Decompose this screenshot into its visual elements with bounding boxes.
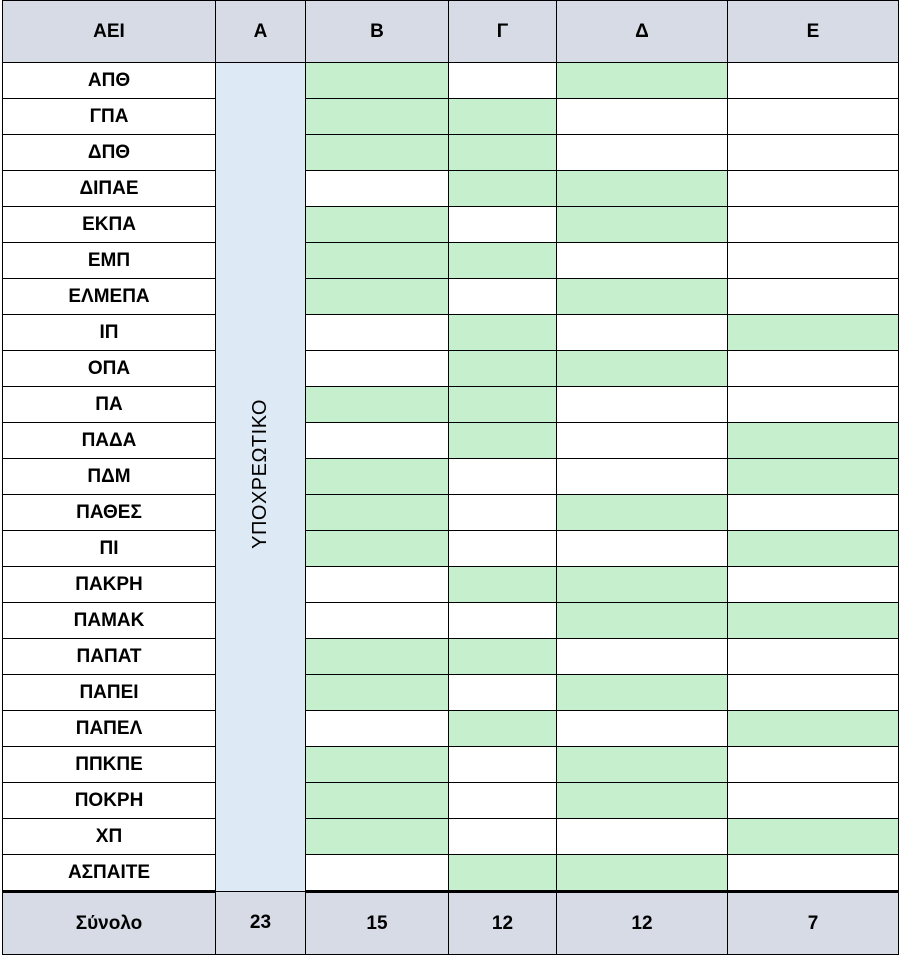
cell-g-selected bbox=[449, 567, 557, 603]
cell-d-selected bbox=[557, 495, 728, 531]
cell-e-selected bbox=[728, 459, 899, 495]
cell-g-empty bbox=[449, 495, 557, 531]
cell-d-selected bbox=[557, 63, 728, 99]
table-row bbox=[3, 855, 899, 892]
cell-d-selected bbox=[557, 567, 728, 603]
university-name: ΠΑΔΑ bbox=[3, 423, 216, 459]
cell-g-empty bbox=[449, 783, 557, 819]
mandatory-column-cell bbox=[216, 63, 306, 892]
table-row bbox=[3, 819, 899, 855]
cell-d-selected bbox=[557, 747, 728, 783]
cell-b-selected bbox=[306, 207, 449, 243]
cell-g-empty bbox=[449, 819, 557, 855]
cell-e-selected bbox=[728, 423, 899, 459]
cell-b-selected bbox=[306, 783, 449, 819]
university-name: ΑΣΠΑΙΤΕ bbox=[3, 855, 216, 892]
cell-d-empty bbox=[557, 387, 728, 423]
total-col-e: 7 bbox=[728, 892, 899, 955]
table-row bbox=[3, 135, 899, 171]
cell-d-empty bbox=[557, 639, 728, 675]
cell-g-selected bbox=[449, 135, 557, 171]
cell-e-empty bbox=[728, 855, 899, 892]
totals-label: Σύνολο bbox=[3, 892, 216, 955]
table-row bbox=[3, 207, 899, 243]
cell-b-empty bbox=[306, 603, 449, 639]
cell-g-empty bbox=[449, 63, 557, 99]
university-name: ΟΠΑ bbox=[3, 351, 216, 387]
cell-d-empty bbox=[557, 819, 728, 855]
university-name: ΕΜΠ bbox=[3, 243, 216, 279]
table-row bbox=[3, 567, 899, 603]
cell-e-selected bbox=[728, 315, 899, 351]
cell-g-selected bbox=[449, 171, 557, 207]
table-row bbox=[3, 423, 899, 459]
university-name: ΠΑΘΕΣ bbox=[3, 495, 216, 531]
table-row bbox=[3, 387, 899, 423]
cell-g-selected bbox=[449, 315, 557, 351]
university-name: ΠΑ bbox=[3, 387, 216, 423]
cell-e-empty bbox=[728, 63, 899, 99]
cell-b-empty bbox=[306, 351, 449, 387]
cell-g-empty bbox=[449, 603, 557, 639]
table-row bbox=[3, 747, 899, 783]
cell-e-empty bbox=[728, 495, 899, 531]
cell-d-selected bbox=[557, 783, 728, 819]
cell-b-selected bbox=[306, 747, 449, 783]
cell-e-selected bbox=[728, 711, 899, 747]
cell-b-selected bbox=[306, 495, 449, 531]
cell-e-empty bbox=[728, 387, 899, 423]
university-name: ΠΟΚΡΗ bbox=[3, 783, 216, 819]
total-col-b: 15 bbox=[306, 892, 449, 955]
university-name: ΠΑΚΡΗ bbox=[3, 567, 216, 603]
cell-e-empty bbox=[728, 243, 899, 279]
cell-d-empty bbox=[557, 531, 728, 567]
cell-d-selected bbox=[557, 207, 728, 243]
cell-g-selected bbox=[449, 99, 557, 135]
cell-g-selected bbox=[449, 855, 557, 892]
cell-e-empty bbox=[728, 747, 899, 783]
table-row bbox=[3, 675, 899, 711]
cell-d-empty bbox=[557, 423, 728, 459]
cell-g-selected bbox=[449, 351, 557, 387]
table-row bbox=[3, 99, 899, 135]
table-row bbox=[3, 603, 899, 639]
cell-d-selected bbox=[557, 675, 728, 711]
cell-e-empty bbox=[728, 351, 899, 387]
university-course-table bbox=[2, 0, 899, 955]
university-name: ΠΠΚΠΕ bbox=[3, 747, 216, 783]
header-aei: ΑΕΙ bbox=[3, 1, 216, 63]
cell-b-selected bbox=[306, 243, 449, 279]
cell-b-empty bbox=[306, 171, 449, 207]
total-col-a: 23 bbox=[216, 892, 306, 955]
cell-e-empty bbox=[728, 567, 899, 603]
cell-b-selected bbox=[306, 819, 449, 855]
university-name: ΕΚΠΑ bbox=[3, 207, 216, 243]
cell-g-selected bbox=[449, 387, 557, 423]
cell-b-selected bbox=[306, 531, 449, 567]
cell-b-empty bbox=[306, 567, 449, 603]
cell-d-empty bbox=[557, 243, 728, 279]
university-name: ΠΔΜ bbox=[3, 459, 216, 495]
total-col-g: 12 bbox=[449, 892, 557, 955]
header-col-b: Β bbox=[306, 1, 449, 63]
table-row bbox=[3, 711, 899, 747]
cell-e-empty bbox=[728, 279, 899, 315]
university-name: ΠΑΠΕΙ bbox=[3, 675, 216, 711]
table-row bbox=[3, 639, 899, 675]
cell-g-selected bbox=[449, 711, 557, 747]
cell-b-selected bbox=[306, 279, 449, 315]
cell-b-selected bbox=[306, 675, 449, 711]
university-name: ΔΙΠΑΕ bbox=[3, 171, 216, 207]
cell-g-empty bbox=[449, 675, 557, 711]
university-name: ΕΛΜΕΠΑ bbox=[3, 279, 216, 315]
university-name: ΠΑΠΕΛ bbox=[3, 711, 216, 747]
university-name: ΠΙ bbox=[3, 531, 216, 567]
cell-b-selected bbox=[306, 459, 449, 495]
cell-d-selected bbox=[557, 855, 728, 892]
university-name: ΙΠ bbox=[3, 315, 216, 351]
table-row bbox=[3, 531, 899, 567]
table-row bbox=[3, 495, 899, 531]
cell-e-empty bbox=[728, 783, 899, 819]
cell-e-selected bbox=[728, 603, 899, 639]
cell-g-empty bbox=[449, 279, 557, 315]
cell-d-empty bbox=[557, 99, 728, 135]
cell-g-empty bbox=[449, 207, 557, 243]
header-row bbox=[3, 1, 899, 63]
cell-g-selected bbox=[449, 639, 557, 675]
cell-e-empty bbox=[728, 99, 899, 135]
cell-d-empty bbox=[557, 711, 728, 747]
cell-b-empty bbox=[306, 423, 449, 459]
header-col-g: Γ bbox=[449, 1, 557, 63]
university-name: ΠΑΜΑΚ bbox=[3, 603, 216, 639]
cell-d-selected bbox=[557, 279, 728, 315]
cell-b-selected bbox=[306, 99, 449, 135]
mandatory-label: ΥΠΟΧΡΕΩΤΙΚΟ bbox=[249, 399, 271, 549]
cell-d-selected bbox=[557, 351, 728, 387]
table-row bbox=[3, 243, 899, 279]
total-col-d: 12 bbox=[557, 892, 728, 955]
table-row bbox=[3, 459, 899, 495]
cell-b-selected bbox=[306, 63, 449, 99]
cell-g-selected bbox=[449, 423, 557, 459]
cell-d-selected bbox=[557, 171, 728, 207]
table-row bbox=[3, 63, 899, 99]
cell-e-selected bbox=[728, 819, 899, 855]
header-col-d: Δ bbox=[557, 1, 728, 63]
cell-e-empty bbox=[728, 135, 899, 171]
cell-e-empty bbox=[728, 207, 899, 243]
table-row bbox=[3, 351, 899, 387]
cell-d-empty bbox=[557, 135, 728, 171]
cell-e-empty bbox=[728, 639, 899, 675]
cell-e-selected bbox=[728, 531, 899, 567]
cell-b-empty bbox=[306, 711, 449, 747]
university-name: ΠΑΠΑΤ bbox=[3, 639, 216, 675]
table-body bbox=[3, 63, 899, 892]
cell-e-empty bbox=[728, 171, 899, 207]
university-name: ΑΠΘ bbox=[3, 63, 216, 99]
cell-d-selected bbox=[557, 603, 728, 639]
cell-g-empty bbox=[449, 747, 557, 783]
table-row bbox=[3, 279, 899, 315]
table-row bbox=[3, 783, 899, 819]
university-name: ΔΠΘ bbox=[3, 135, 216, 171]
header-col-a: Α bbox=[216, 1, 306, 63]
cell-b-selected bbox=[306, 387, 449, 423]
cell-b-selected bbox=[306, 135, 449, 171]
cell-g-empty bbox=[449, 459, 557, 495]
cell-d-empty bbox=[557, 315, 728, 351]
cell-g-empty bbox=[449, 531, 557, 567]
cell-b-empty bbox=[306, 855, 449, 892]
table-row bbox=[3, 315, 899, 351]
university-name: ΧΠ bbox=[3, 819, 216, 855]
cell-b-empty bbox=[306, 315, 449, 351]
cell-e-empty bbox=[728, 675, 899, 711]
totals-row bbox=[3, 892, 899, 955]
cell-d-empty bbox=[557, 459, 728, 495]
cell-g-selected bbox=[449, 243, 557, 279]
university-name: ΓΠΑ bbox=[3, 99, 216, 135]
cell-b-selected bbox=[306, 639, 449, 675]
header-col-e: Ε bbox=[728, 1, 899, 63]
table-row bbox=[3, 171, 899, 207]
